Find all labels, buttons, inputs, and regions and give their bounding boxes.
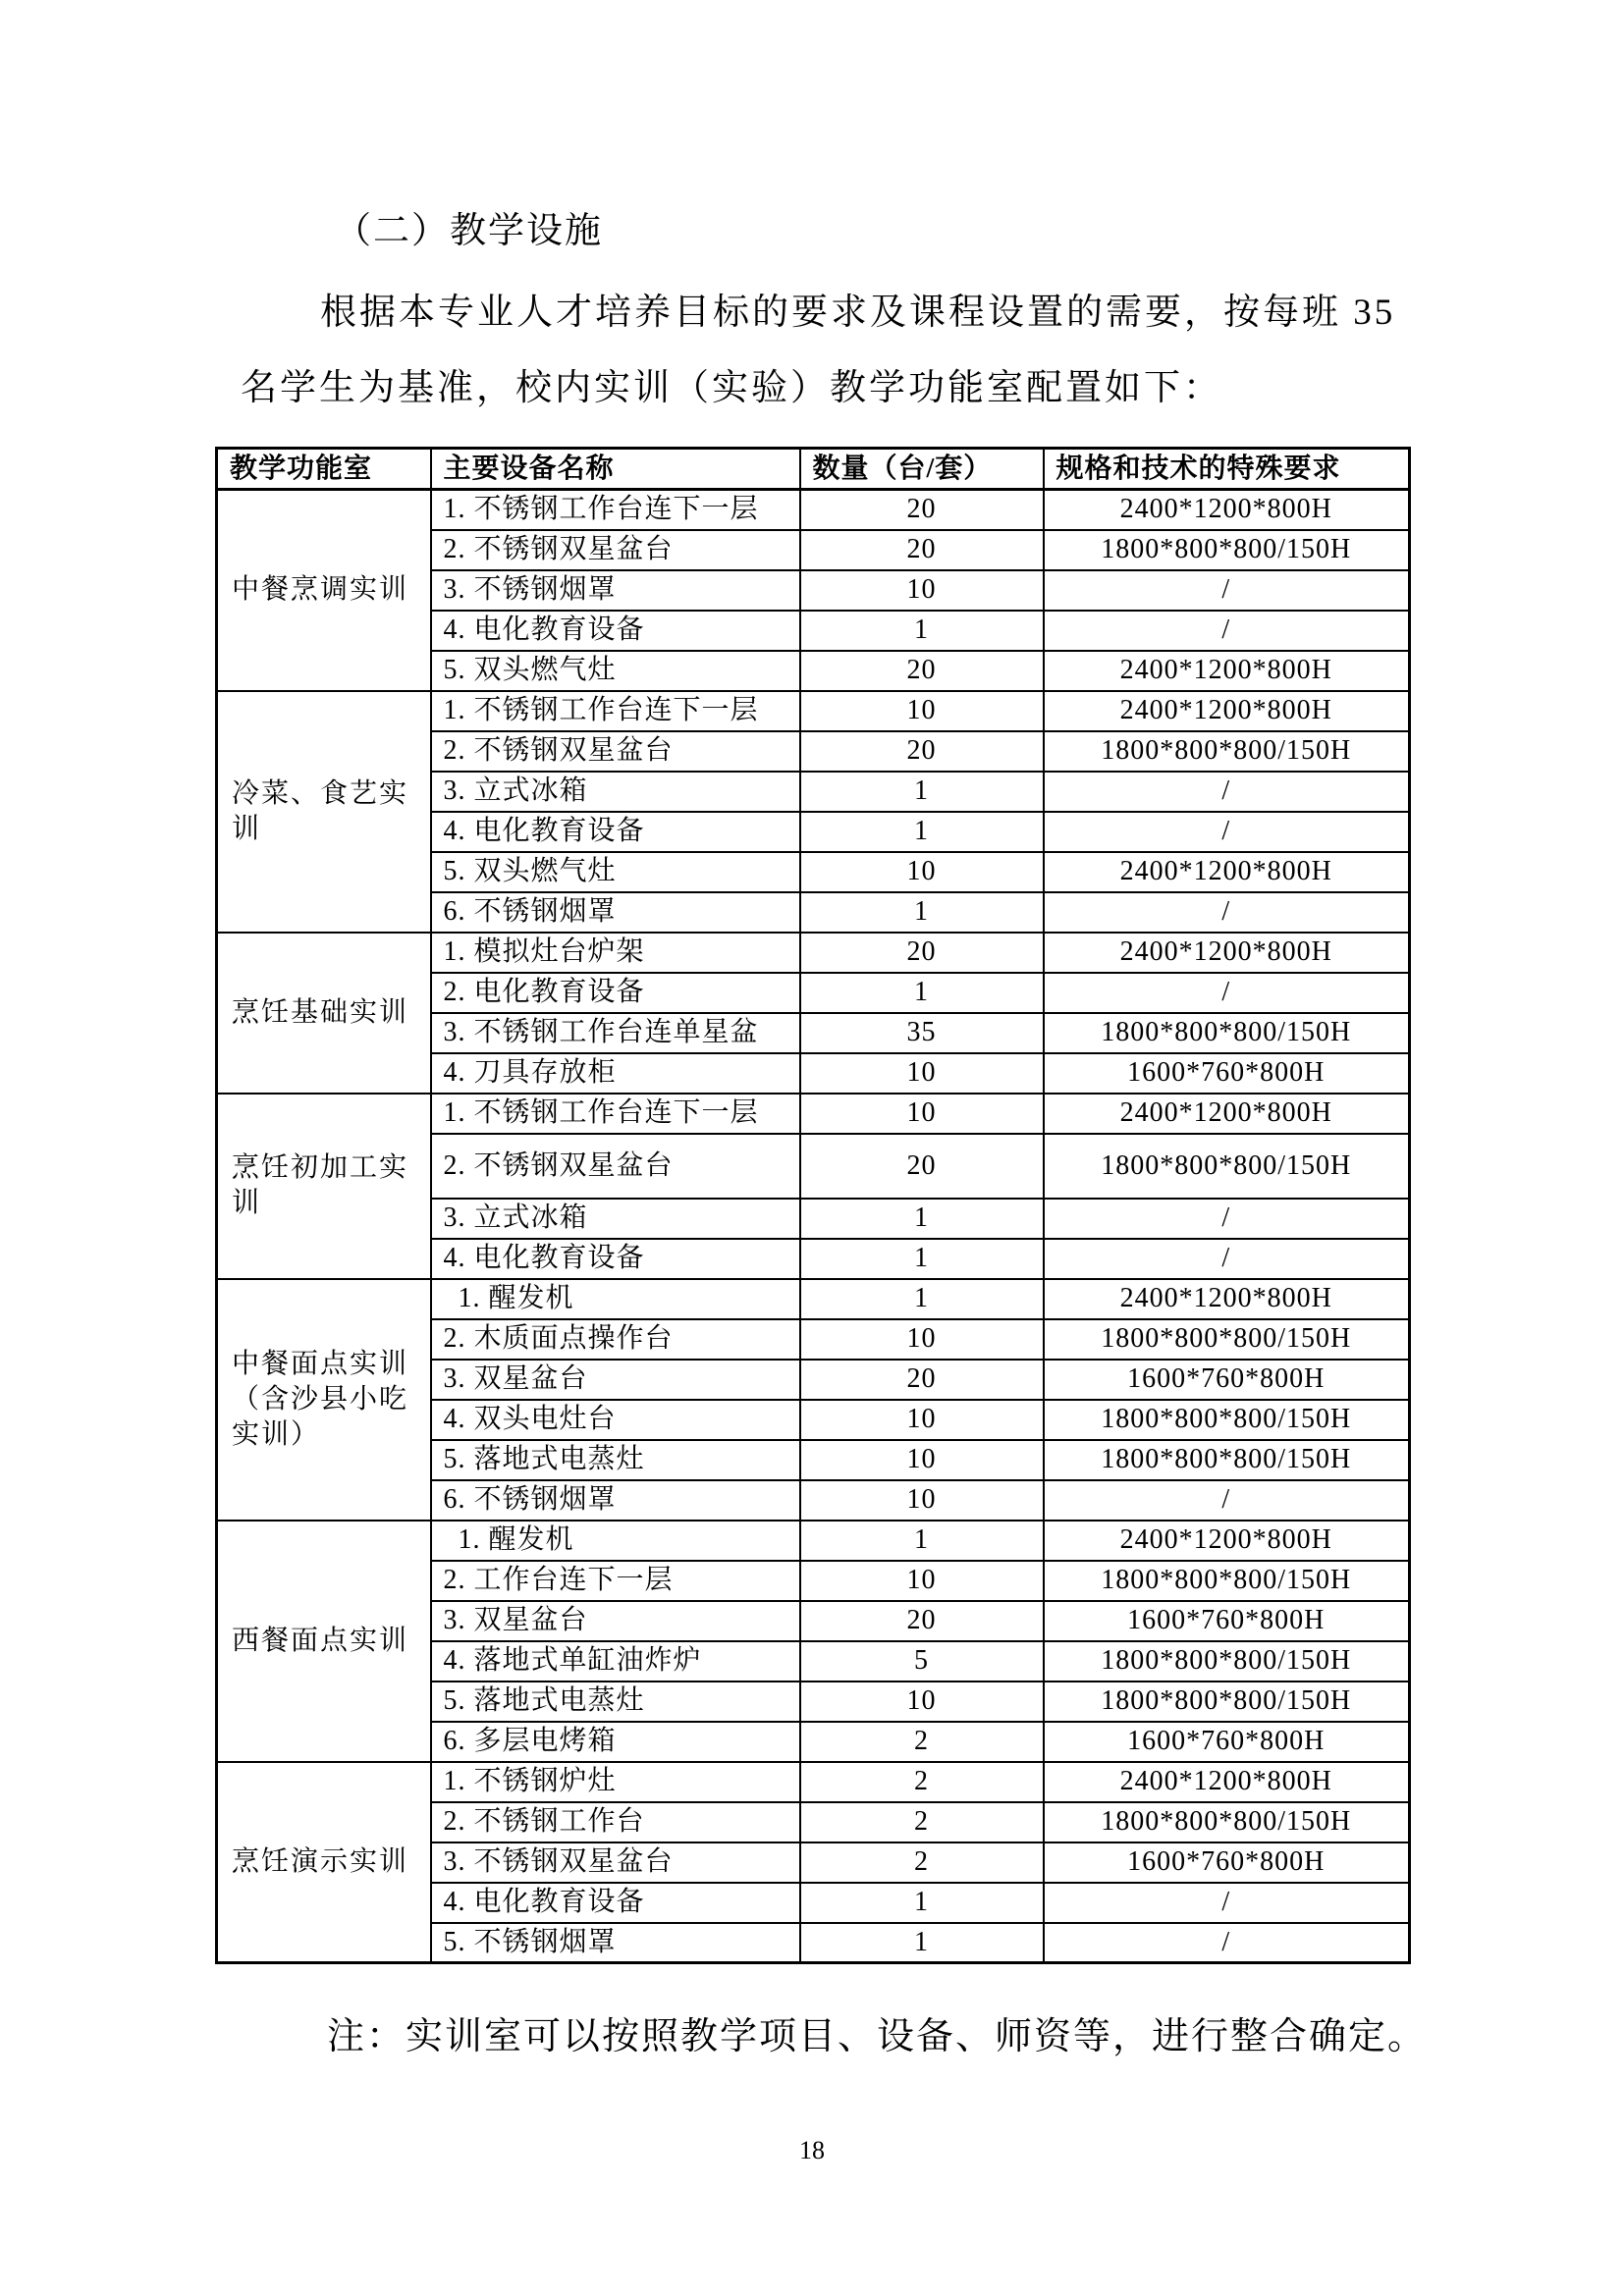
qty-cell: 10: [800, 1319, 1044, 1360]
note-text: 注：实训室可以按照教学项目、设备、师资等，进行整合确定。: [327, 2016, 1428, 2057]
qty-cell: 10: [800, 852, 1044, 892]
table-header-row: [217, 449, 1410, 490]
name-cell: 3. 双星盆台: [431, 1601, 800, 1641]
qty-cell: 1: [800, 1279, 1044, 1319]
spec-cell: 2400*1200*800H: [1044, 691, 1410, 731]
spec-cell: 1600*760*800H: [1044, 1360, 1410, 1400]
name-cell: 4. 双头电灶台: [431, 1400, 800, 1440]
spec-cell: 2400*1200*800H: [1044, 490, 1410, 530]
qty-cell: 2: [800, 1722, 1044, 1762]
name-cell: 6. 不锈钢烟罩: [431, 892, 800, 933]
name-cell: 1. 不锈钢炉灶: [431, 1762, 800, 1802]
table-row: [217, 1279, 1410, 1319]
name-cell: 5. 双头燃气灶: [431, 651, 800, 691]
spec-cell: /: [1044, 570, 1410, 611]
spec-cell: 2400*1200*800H: [1044, 651, 1410, 691]
table-header: [217, 449, 1410, 490]
name-cell: 5. 双头燃气灶: [431, 852, 800, 892]
spec-cell: /: [1044, 812, 1410, 852]
spec-cell: 2400*1200*800H: [1044, 1762, 1410, 1802]
spec-cell: 2400*1200*800H: [1044, 933, 1410, 973]
name-cell: 4. 电化教育设备: [431, 812, 800, 852]
name-cell: 3. 立式冰箱: [431, 1199, 800, 1239]
col-header-room: 教学功能室: [217, 449, 431, 490]
equipment-table: [215, 447, 1411, 1964]
name-cell: 4. 刀具存放柜: [431, 1053, 800, 1094]
name-cell: 1. 不锈钢工作台连下一层: [431, 691, 800, 731]
qty-cell: 20: [800, 1360, 1044, 1400]
name-cell: 1. 醒发机: [431, 1521, 800, 1561]
qty-cell: 10: [800, 1480, 1044, 1521]
qty-cell: 5: [800, 1641, 1044, 1682]
qty-cell: 20: [800, 731, 1044, 772]
name-cell: 1. 不锈钢工作台连下一层: [431, 490, 800, 530]
name-cell: 2. 不锈钢双星盆台: [431, 731, 800, 772]
spec-cell: 1800*800*800/150H: [1044, 1400, 1410, 1440]
intro-paragraph: [241, 275, 1442, 426]
room-cell: 中餐面点实训（含沙县小吃实训）: [217, 1279, 431, 1521]
qty-cell: 1: [800, 611, 1044, 651]
col-header-equipment: 主要设备名称: [431, 449, 800, 490]
spec-cell: /: [1044, 611, 1410, 651]
spec-cell: 1800*800*800/150H: [1044, 1440, 1410, 1480]
qty-cell: 1: [800, 1239, 1044, 1279]
qty-cell: 10: [800, 691, 1044, 731]
room-cell: 烹饪演示实训: [217, 1762, 431, 1963]
room-cell: 烹饪基础实训: [217, 933, 431, 1094]
name-cell: 6. 不锈钢烟罩: [431, 1480, 800, 1521]
spec-cell: /: [1044, 1923, 1410, 1963]
section-heading: （二）教学设施: [335, 211, 603, 251]
spec-cell: 1600*760*800H: [1044, 1053, 1410, 1094]
name-cell: 3. 不锈钢工作台连单星盆: [431, 1013, 800, 1053]
name-cell: 1. 醒发机: [431, 1279, 800, 1319]
spec-cell: 2400*1200*800H: [1044, 1279, 1410, 1319]
qty-cell: 1: [800, 1199, 1044, 1239]
table-row: [217, 933, 1410, 973]
table-row: [217, 1094, 1410, 1134]
spec-cell: 2400*1200*800H: [1044, 1094, 1410, 1134]
spec-cell: 1800*800*800/150H: [1044, 1134, 1410, 1199]
table-body: [217, 490, 1410, 1963]
spec-cell: /: [1044, 772, 1410, 812]
name-cell: 5. 落地式电蒸灶: [431, 1440, 800, 1480]
table-row: [217, 1762, 1410, 1802]
name-cell: 5. 不锈钢烟罩: [431, 1923, 800, 1963]
qty-cell: 20: [800, 530, 1044, 570]
room-cell: 烹饪初加工实训: [217, 1094, 431, 1279]
name-cell: 2. 不锈钢双星盆台: [431, 530, 800, 570]
spec-cell: /: [1044, 1239, 1410, 1279]
spec-cell: 1600*760*800H: [1044, 1722, 1410, 1762]
room-cell: 西餐面点实训: [217, 1521, 431, 1762]
name-cell: 1. 模拟灶台炉架: [431, 933, 800, 973]
spec-cell: /: [1044, 892, 1410, 933]
name-cell: 6. 多层电烤箱: [431, 1722, 800, 1762]
spec-cell: 1800*800*800/150H: [1044, 1682, 1410, 1722]
table-row: [217, 691, 1410, 731]
qty-cell: 2: [800, 1762, 1044, 1802]
spec-cell: 2400*1200*800H: [1044, 1521, 1410, 1561]
spec-cell: 1800*800*800/150H: [1044, 1641, 1410, 1682]
qty-cell: 10: [800, 1440, 1044, 1480]
name-cell: 3. 不锈钢双星盆台: [431, 1842, 800, 1883]
room-cell: 冷菜、食艺实训: [217, 691, 431, 933]
qty-cell: 1: [800, 1883, 1044, 1923]
qty-cell: 10: [800, 1053, 1044, 1094]
name-cell: 4. 电化教育设备: [431, 611, 800, 651]
name-cell: 4. 电化教育设备: [431, 1883, 800, 1923]
spec-cell: 1800*800*800/150H: [1044, 530, 1410, 570]
intro-line-1: 根据本专业人才培养目标的要求及课程设置的需要，按每班 35: [320, 293, 1396, 333]
qty-cell: 1: [800, 812, 1044, 852]
name-cell: 5. 落地式电蒸灶: [431, 1682, 800, 1722]
qty-cell: 10: [800, 1400, 1044, 1440]
qty-cell: 1: [800, 772, 1044, 812]
name-cell: 1. 不锈钢工作台连下一层: [431, 1094, 800, 1134]
spec-cell: 1800*800*800/150H: [1044, 1013, 1410, 1053]
qty-cell: 10: [800, 570, 1044, 611]
spec-cell: 2400*1200*800H: [1044, 852, 1410, 892]
qty-cell: 20: [800, 490, 1044, 530]
name-cell: 4. 电化教育设备: [431, 1239, 800, 1279]
qty-cell: 2: [800, 1842, 1044, 1883]
spec-cell: 1800*800*800/150H: [1044, 1319, 1410, 1360]
qty-cell: 1: [800, 1923, 1044, 1963]
name-cell: 2. 不锈钢工作台: [431, 1802, 800, 1842]
qty-cell: 1: [800, 892, 1044, 933]
name-cell: 3. 立式冰箱: [431, 772, 800, 812]
qty-cell: 1: [800, 1521, 1044, 1561]
spec-cell: /: [1044, 1480, 1410, 1521]
spec-cell: 1800*800*800/150H: [1044, 1802, 1410, 1842]
qty-cell: 20: [800, 1134, 1044, 1199]
page-number: 18: [799, 2136, 825, 2164]
qty-cell: 10: [800, 1094, 1044, 1134]
spec-cell: /: [1044, 1883, 1410, 1923]
name-cell: 4. 落地式单缸油炸炉: [431, 1641, 800, 1682]
name-cell: 2. 木质面点操作台: [431, 1319, 800, 1360]
room-cell: 中餐烹调实训: [217, 490, 431, 691]
name-cell: 3. 不锈钢烟罩: [431, 570, 800, 611]
spec-cell: /: [1044, 1199, 1410, 1239]
spec-cell: /: [1044, 973, 1410, 1013]
qty-cell: 1: [800, 973, 1044, 1013]
col-header-spec: 规格和技术的特殊要求: [1044, 449, 1410, 490]
qty-cell: 35: [800, 1013, 1044, 1053]
name-cell: 2. 电化教育设备: [431, 973, 800, 1013]
name-cell: 2. 工作台连下一层: [431, 1561, 800, 1601]
intro-line-2: 名学生为基准，校内实训（实验）教学功能室配置如下：: [241, 368, 1222, 408]
name-cell: 2. 不锈钢双星盆台: [431, 1134, 800, 1199]
table-row: [217, 490, 1410, 530]
qty-cell: 20: [800, 1601, 1044, 1641]
name-cell: 3. 双星盆台: [431, 1360, 800, 1400]
qty-cell: 10: [800, 1682, 1044, 1722]
spec-cell: 1600*760*800H: [1044, 1842, 1410, 1883]
spec-cell: 1800*800*800/150H: [1044, 1561, 1410, 1601]
spec-cell: 1600*760*800H: [1044, 1601, 1410, 1641]
table-row: [217, 1521, 1410, 1561]
qty-cell: 2: [800, 1802, 1044, 1842]
qty-cell: 20: [800, 933, 1044, 973]
col-header-quantity: 数量（台/套）: [800, 449, 1044, 490]
qty-cell: 20: [800, 651, 1044, 691]
qty-cell: 10: [800, 1561, 1044, 1601]
spec-cell: 1800*800*800/150H: [1044, 731, 1410, 772]
